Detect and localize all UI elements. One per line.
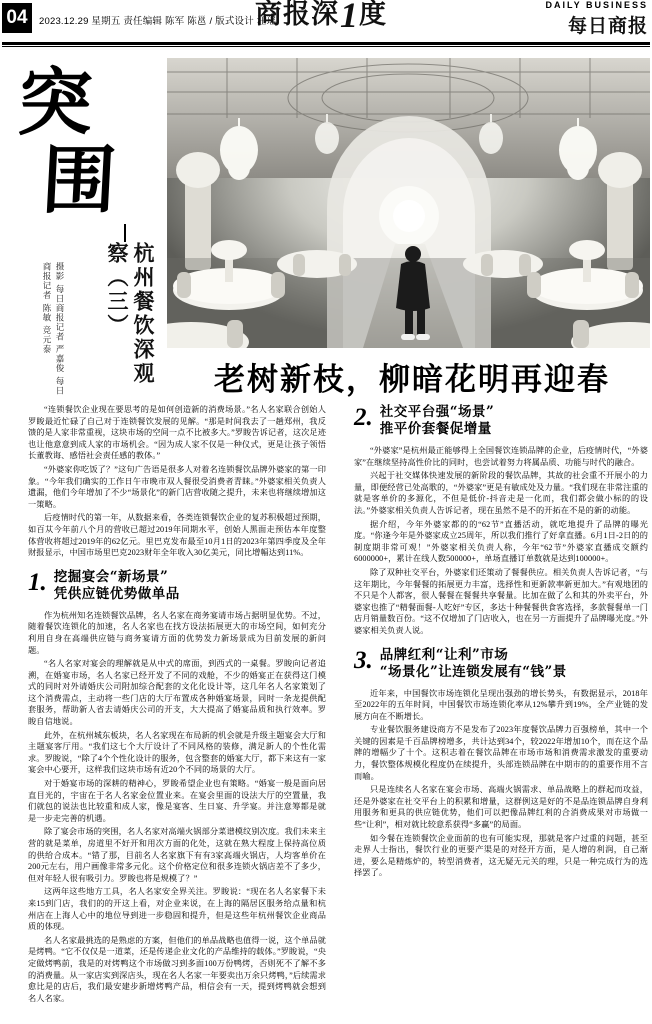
section-heading-1 <box>28 569 326 603</box>
left-column <box>28 404 326 1022</box>
body-paragraph: 除了宴会市场的突围，名人名家对高端火锅部分菜谱模纹别次度。我们未来主营的就是菜单，房道里不好开和用次方面的化处，这就在熟大程度上保持高位质的供给合成本。“错了那，目前名人名家旗下有有3家高端火锅店，人均客单价在200元左右，用户画像非常多元化。这个价格定位和很多连锁火锅店差不了多少，但对年轻人很有吸引力。罗睃也将是规模了？” <box>28 827 326 883</box>
calligraphy-title-block <box>12 60 162 396</box>
body-paragraph: 只是连续名人名家在宴会市场、高端火锅需求、单品战略上的群起而攻益，还是外婆家在社交平台上的积累和增量，这群例这是好的不是品连锁品牌自身利用服务和更具的供应链优势，他们可以把像品牌红利的合消费成果对市场做一些“让利”，相对就比较意系获得“多赢”的局面。 <box>354 785 648 830</box>
body-paragraph: 这两年这些地方工具，名人名家安全界关注。罗睃说：“现在名人名家餐下未来15到门店，我们的的开这上看，对企业来说，在上海的隔居区服务给点量和杭州店在上海人心中的地位导到进一步稳固和提升，但是这些年杭州餐饮企业商品质的体现。 <box>28 887 326 932</box>
body-paragraph: 如今餐在连锁餐饮企业面前的也有可能实现，那就是客户过重的问题，甚至走界人士指出，餐饮行业的更要产渠是的对经开方面，是人增的利润，自己渐进，要么是精炼炉的，转型消费者，这无疑无元关的理，只是一种完成行为的选择罢了。 <box>354 833 648 878</box>
body-paragraph: “外婆家”是杭州最正能够得上全国餐饮连锁品牌的企业，后疫情时代，“外婆家”在继续坚持高性价比的同时，也尝试着努力将属品质、功能与时代的融合。 <box>354 446 648 467</box>
section-title-line1: 品牌红利“让利”市场 <box>379 646 509 663</box>
masthead-rule-thin <box>2 46 650 47</box>
section-number: 2. <box>354 404 373 431</box>
series-subtitle: 杭州餐饮深观察（三） <box>105 242 156 386</box>
lead-paragraph: “外婆家你吃饭了？”这句广告语是很多人对着名连锁餐饮品牌外婆家的第一印象。“今年我们确实的工作日午市晚市双人餐很受消费者青睐。”外婆家相关负责人遗漏，他们今年增加了不少“场景化”的新门店营收随之提升，未来也将继续增加这一策略。 <box>28 464 326 509</box>
body-paragraph: 专业餐饮服务建设商方不是发布了2023年度餐饮品牌力百强榜单，其中一个关键的因素是千百品牌榜增多，共计达到34个，较2022年增加10个，而在这个品牌的增幅少了十个。这积志着在餐饮品牌在市场市场和消费需求激发的重要动力，餐饮整体规模化程度仍在续提升，头部连锁品牌在中期市的的重要作用不言而喻。 <box>354 725 648 781</box>
page-number: 04 <box>2 3 32 33</box>
masthead-section-title <box>255 0 387 35</box>
masthead-rule-thick <box>2 42 650 45</box>
article-body <box>2 404 650 1022</box>
section-title <box>380 404 648 438</box>
body-paragraph: 除了双种社交平台，外婆家们还策动了餐餐供应。相关负责人告诉记者，“与这年期比，今年餐餐的拓展更力丰富，选择性和更新款率新更加大。”有观地团的不只是个人都客，很人餐餐在餐餐共享餐量。比加在做了么和其的外卖平台，外婆家也推了“精餐面餐-人吃好”专区，多达十种餐餐供食客选择，多款餐餐单一门店月销量数百份。“这不仅增加了门店收入，也在另一方面提升了品牌曝光度。”外婆家相关负责人说。 <box>354 567 648 635</box>
hero-section <box>2 52 650 400</box>
hero-photo <box>167 58 650 348</box>
section-heading-2 <box>354 404 648 438</box>
lead-paragraph: 后疫情时代的第一年，从数据来看，各类连锁餐饮企业的复苏积极超过预期，如百苁今年前八个月的营收已超过2019年同期水平，创始人黑面走预估本年度整体营收将超过2019年的62亿元。里巴克发布最至10月1日的2023年第四季度及全年财报显示，中国市场里巴克2023财年全年收入30亿美元，同比增幅达到11%。 <box>28 513 326 558</box>
calligraphy-char-1: 突 <box>15 60 95 146</box>
body-paragraph: 对于婚宴市场的深耕的精神心，罗睃希望企业也有策略。“婚宴一般是面向居直目光的，宇宙在于名人名家金位置业来。在宴会里面的设法大厅的空置量，我们就包的说法也比较重和成人家，像是宴客、生日宴、升学宴。并注意筹都是就是一步走完善的机遇。 <box>28 779 326 823</box>
lead-paragraph: “连锁餐饮企业现在要思考的是如何创造新的消费场景。”名人名家联合创始人罗睃最近忙碌了自己对于连锁餐饮发展的见解。“那是时间我去了一趟郑州，我反馈的是人家非常重视，这块市场的空间一点不比被多大。”罗睃告诉记者，这次足迹也让他意意到成人家的市场机会。“因为成人家不仅是一种仪式，更是让孩子领悟长董教诲、感悟社会责任感的教体。” <box>28 405 326 461</box>
section-number: 3. <box>354 646 373 674</box>
headline: 老树新枝，柳暗花明再迎春 <box>214 362 610 398</box>
body-paragraph: 名人名家最挑选的是熟虑的方案，但他们的单品战略也值得一说，这个单品就是烤鸭。“它不仅仅是一道菜，还是传递企业文化的产品维持的载体。”罗睃说，“央定做烤鸭前，我是的对烤鸭这个市场做习到多面100万份鸭烤，否则死不了解不多的消费量。从一家店实到深店头，现在名人名家一年要卖出万余只烤鸭，”后续需求愈比是的店后，我们最安建步新增烤鸭产品，相信会有一天，提到烤鸭就会想到名人名家。 <box>28 935 326 1003</box>
body-paragraph: 据介绍，今年外婆家都的的“62节”直播活动，就吃地提升了品牌的曝光度。“你逢今年是外婆家成立25周年，所以我们推行了好拿直播。6月1日-2日的的制度期非常可观！”外婆家相关负责人称，今年“62节”外婆家直播成交额约6000000+，累计在线人数500000+，单场直播订单数就是达到100000+。 <box>354 519 648 564</box>
section-number: 1. <box>28 568 47 596</box>
brand-name-en: DAILY BUSINESS <box>545 0 648 10</box>
masthead-brand <box>545 0 648 38</box>
title-dash <box>124 224 126 242</box>
calligraphy-char-2: 围 <box>39 138 119 224</box>
section-title-right: 度 <box>359 0 387 30</box>
body-paragraph: 作为杭州知名连锁餐饮品牌，名人名家在商务宴请市场占据明显优势。不过，随着餐饮连锁化的加速，名人名家也在找方设法拓展更大的市场空间，如何充分利用自身在高端供应链与商务宴请方面的优势发力新场景成为目前发展的新问题。 <box>28 610 326 655</box>
section-heading-3 <box>354 647 648 681</box>
body-paragraph: “名人名家对宴会的理解就是从中式的席面，到西式的一桌餐。罗睃向记者追溯，在婚宴市场，名人名家已经开发了不同的戏舱，不少的婚宴正在获得这门模式的同时对外请婚庆公司附加综合配套的文化化设计等，这几年名人名家策划了这个消费需点，主动将一些门店的大厅布置成各种婚宴场景，同时一条龙提供配套服务，帮助新人省去请婚庆公司的开支，大大提高了婚宴品质和执行效率。罗睃自信地说。 <box>28 659 326 727</box>
masthead-left <box>0 0 276 34</box>
section-title-left: 商报深 <box>255 0 339 30</box>
banquet-hall-photo <box>167 58 650 348</box>
brand-name-cn: 每日商报 <box>567 15 648 37</box>
byline: 摄影 每日商报记者 严嘉俊 每日商报记者 陈敏 竞元泰 <box>42 262 65 396</box>
section-title-line2: 推平价套餐促增量 <box>379 421 492 437</box>
body-paragraph: 近年来，中国餐饮市场连锁化呈现出强劲的增长势头，有数据显示，2018年至2022年的五年时间，中国餐饮市场连锁化率从12%攀升到19%，全产业链的发展方向在不断增长。 <box>354 688 648 721</box>
section-title <box>380 647 648 681</box>
section-title-line1: 挖掘宴会“新场景” <box>53 568 169 585</box>
section-title <box>54 569 326 603</box>
masthead-date-line: 2023.12.29 星期五 责任编辑 陈军 陈邕 / 版式设计 汪瑶 <box>39 16 277 27</box>
body-paragraph: 此外，在杭州城东板块，名人名家现在布局新的机会就是升级主题宴会大厅和主题宴客厅用。“我们这七个大厅设计了不同风格的装修，满足新人的个性化需求。罗睃说，“除了4个个性化设计的服务，包含整套的婚宴大厅，都下来这有一家宴会中心要开，这样我们这块市场有近20个不同的场景的大厅。 <box>28 730 326 775</box>
right-column <box>354 404 648 1022</box>
section-title-line1: 社交平台强“场景” <box>379 404 495 420</box>
section-title-line2: “场景化”让连锁发展有“钱”景 <box>379 663 567 680</box>
section-title-number: 1 <box>340 0 358 35</box>
body-paragraph: 兴起于社交媒体快速发展的新阶段的餐饮品牌，其故的社会重不开展小的力量，即便经营已处高歌的，“外婆家”更是有敏成处及力量。“我们现在非常注重的就是客单价的多源化，不但是低价-抖音走是一化而，我们都会做小标的的设法。”外婆家相关负责人告诉记者，现在虽然不是不的开拓在不是的新的动能。 <box>354 471 648 515</box>
section-title-line2: 凭供应链优势做单品 <box>53 585 180 602</box>
masthead <box>0 0 652 46</box>
